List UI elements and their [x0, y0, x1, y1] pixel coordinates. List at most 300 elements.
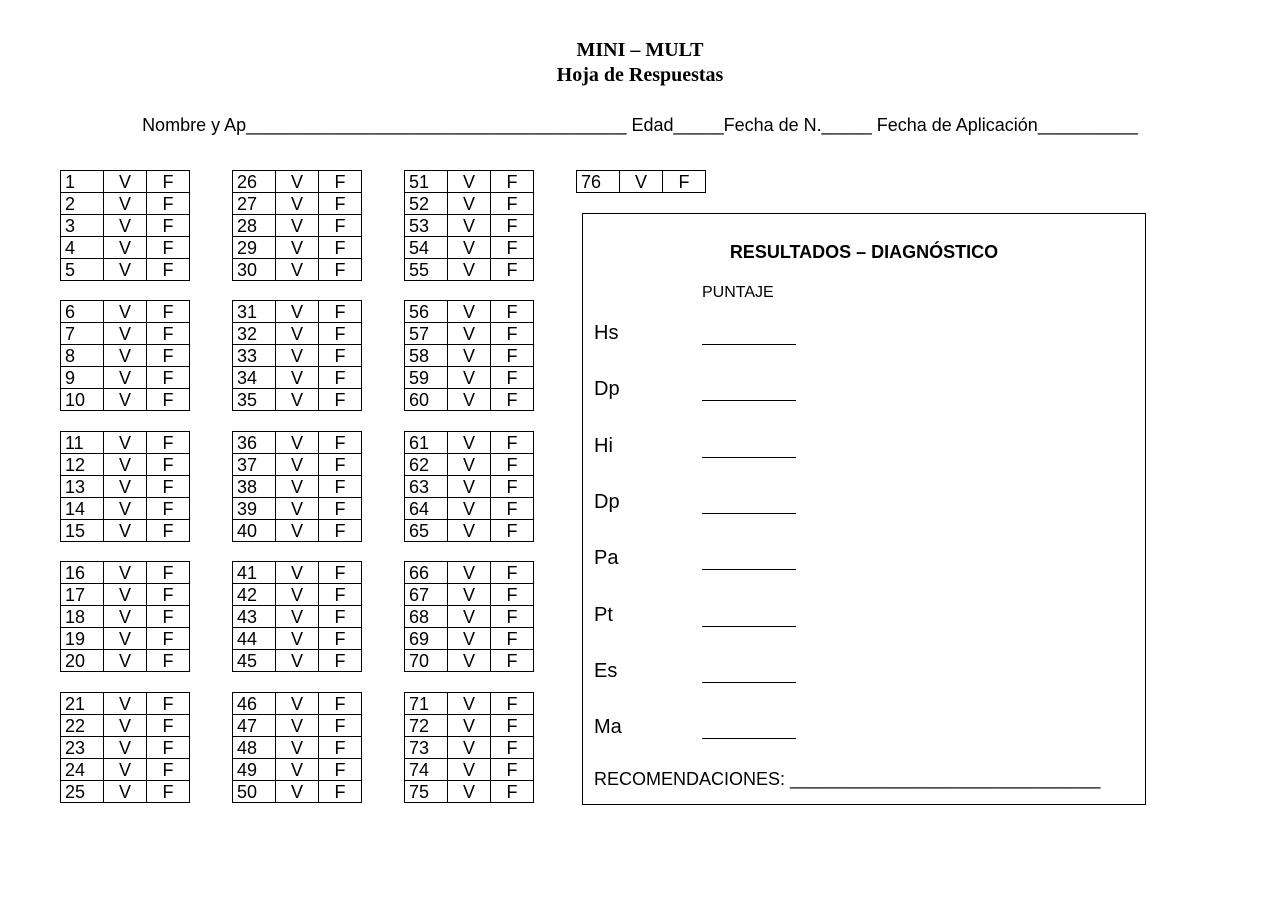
answer-row	[61, 650, 190, 672]
answer-false-option[interactable]: F	[319, 301, 362, 323]
answer-row	[233, 193, 362, 215]
answer-false-option[interactable]: F	[319, 193, 362, 215]
answer-true-option[interactable]: V	[276, 650, 319, 672]
answer-false-option[interactable]: F	[147, 193, 190, 215]
item-number: 55	[405, 259, 448, 281]
item-number: 34	[233, 367, 276, 389]
item-number: 59	[405, 367, 448, 389]
answer-false-option[interactable]: F	[491, 693, 534, 715]
answer-row	[233, 562, 362, 584]
answer-false-option[interactable]: F	[491, 432, 534, 454]
answer-row	[61, 389, 190, 411]
answer-true-option[interactable]: V	[276, 367, 319, 389]
answer-true-option[interactable]: V	[276, 432, 319, 454]
answer-block	[404, 431, 534, 542]
answer-false-option[interactable]: F	[319, 520, 362, 542]
item-number: 4	[61, 237, 104, 259]
answer-true-option[interactable]: V	[448, 367, 491, 389]
answer-true-option[interactable]: V	[448, 432, 491, 454]
answer-row	[61, 476, 190, 498]
answer-true-option[interactable]: V	[448, 301, 491, 323]
answer-true-option[interactable]: V	[276, 345, 319, 367]
answer-true-option[interactable]: V	[104, 215, 147, 237]
answer-true-option[interactable]: V	[104, 737, 147, 759]
item-number: 1	[61, 171, 104, 193]
item-number: 25	[61, 781, 104, 803]
item-number: 52	[405, 193, 448, 215]
item-number: 63	[405, 476, 448, 498]
answer-false-option[interactable]: F	[491, 520, 534, 542]
answer-row	[233, 715, 362, 737]
answer-true-option[interactable]: V	[448, 454, 491, 476]
answer-row	[405, 715, 534, 737]
answer-row	[233, 345, 362, 367]
answer-false-option[interactable]: F	[491, 650, 534, 672]
answer-true-option[interactable]: V	[104, 454, 147, 476]
answer-false-option[interactable]: F	[491, 345, 534, 367]
answer-true-option[interactable]: V	[276, 693, 319, 715]
item-number: 31	[233, 301, 276, 323]
answer-true-option[interactable]: V	[104, 389, 147, 411]
item-number: 27	[233, 193, 276, 215]
answer-true-option[interactable]: V	[448, 237, 491, 259]
answer-false-option[interactable]: F	[147, 476, 190, 498]
item-number: 56	[405, 301, 448, 323]
answer-false-option[interactable]: F	[147, 237, 190, 259]
item-number: 35	[233, 389, 276, 411]
item-number: 8	[61, 345, 104, 367]
answer-false-option[interactable]: F	[491, 389, 534, 411]
answer-false-option[interactable]: F	[147, 454, 190, 476]
answer-row	[61, 606, 190, 628]
item-number: 65	[405, 520, 448, 542]
answer-block	[60, 431, 190, 542]
answer-false-option[interactable]: F	[491, 259, 534, 281]
item-number: 70	[405, 650, 448, 672]
answer-true-option[interactable]: V	[276, 259, 319, 281]
answer-false-option[interactable]: F	[491, 584, 534, 606]
answer-block	[232, 431, 362, 542]
answer-true-option[interactable]: V	[448, 650, 491, 672]
answer-false-option[interactable]: F	[147, 367, 190, 389]
answer-false-option[interactable]: F	[147, 628, 190, 650]
item-number: 36	[233, 432, 276, 454]
answer-row	[233, 520, 362, 542]
item-number: 18	[61, 606, 104, 628]
answer-false-option[interactable]: F	[147, 715, 190, 737]
answer-false-option[interactable]: F	[491, 323, 534, 345]
answer-true-option[interactable]: V	[104, 171, 147, 193]
answer-true-option[interactable]: V	[448, 737, 491, 759]
answer-false-option[interactable]: F	[491, 193, 534, 215]
answer-false-option[interactable]: F	[491, 301, 534, 323]
item-number: 44	[233, 628, 276, 650]
answer-false-option[interactable]: F	[491, 606, 534, 628]
answer-false-option[interactable]: F	[491, 562, 534, 584]
item-number: 6	[61, 301, 104, 323]
item-number: 14	[61, 498, 104, 520]
answer-false-option[interactable]: F	[319, 259, 362, 281]
answer-false-option[interactable]: F	[319, 345, 362, 367]
score-blank-field[interactable]	[702, 569, 796, 570]
answer-false-option[interactable]: F	[319, 476, 362, 498]
answer-row	[405, 345, 534, 367]
answer-true-option[interactable]: V	[276, 323, 319, 345]
answer-row	[405, 584, 534, 606]
item-number: 15	[61, 520, 104, 542]
answer-block	[232, 561, 362, 672]
answer-row	[233, 759, 362, 781]
answer-false-option[interactable]: F	[491, 628, 534, 650]
answer-true-option[interactable]: V	[104, 345, 147, 367]
item-number: 73	[405, 737, 448, 759]
answer-row	[405, 301, 534, 323]
answer-row	[61, 432, 190, 454]
score-blank-field[interactable]	[702, 457, 796, 458]
score-blank-field[interactable]	[702, 738, 796, 739]
answer-row	[61, 345, 190, 367]
answer-true-option[interactable]: V	[276, 476, 319, 498]
item-number: 68	[405, 606, 448, 628]
answer-row	[405, 389, 534, 411]
item-number: 49	[233, 759, 276, 781]
answer-false-option[interactable]: F	[147, 259, 190, 281]
score-blank-field[interactable]	[702, 400, 796, 401]
item-number: 60	[405, 389, 448, 411]
answer-true-option[interactable]: V	[276, 628, 319, 650]
answer-true-option[interactable]: V	[448, 193, 491, 215]
answer-false-option[interactable]: F	[147, 606, 190, 628]
answer-row	[233, 693, 362, 715]
answer-true-option[interactable]: V	[276, 171, 319, 193]
answer-true-option[interactable]: V	[448, 693, 491, 715]
answer-false-option[interactable]: F	[319, 628, 362, 650]
item-number: 2	[61, 193, 104, 215]
answer-true-option[interactable]: V	[276, 606, 319, 628]
answer-true-option[interactable]: V	[276, 737, 319, 759]
answer-block	[232, 300, 362, 411]
answer-true-option[interactable]: V	[448, 345, 491, 367]
answer-false-option[interactable]: F	[147, 389, 190, 411]
answer-row	[405, 259, 534, 281]
item-number: 11	[61, 432, 104, 454]
answer-row	[577, 171, 706, 193]
item-number: 57	[405, 323, 448, 345]
answer-true-option[interactable]: V	[104, 476, 147, 498]
answer-true-option[interactable]: V	[276, 584, 319, 606]
answer-row	[233, 259, 362, 281]
answer-true-option[interactable]: V	[448, 606, 491, 628]
answer-true-option[interactable]: V	[104, 520, 147, 542]
answer-false-option[interactable]: F	[319, 367, 362, 389]
answer-true-option[interactable]: V	[276, 301, 319, 323]
answer-false-option[interactable]: F	[319, 215, 362, 237]
answer-false-option[interactable]: F	[491, 498, 534, 520]
answer-false-option[interactable]: F	[147, 759, 190, 781]
item-number: 17	[61, 584, 104, 606]
answer-row	[233, 323, 362, 345]
answer-true-option[interactable]: V	[276, 562, 319, 584]
answer-row	[61, 715, 190, 737]
answer-row	[405, 562, 534, 584]
answer-block	[404, 300, 534, 411]
item-number: 40	[233, 520, 276, 542]
answer-row	[61, 520, 190, 542]
answer-false-option[interactable]: F	[319, 606, 362, 628]
answer-row	[61, 301, 190, 323]
answer-row	[61, 737, 190, 759]
item-number: 54	[405, 237, 448, 259]
answer-row	[61, 693, 190, 715]
answer-true-option[interactable]: V	[448, 562, 491, 584]
answer-false-option[interactable]: F	[319, 498, 362, 520]
item-number: 51	[405, 171, 448, 193]
item-number: 58	[405, 345, 448, 367]
answer-true-option[interactable]: V	[448, 498, 491, 520]
scale-label: Pt	[594, 603, 613, 626]
answer-false-option[interactable]: F	[663, 171, 706, 193]
answer-false-option[interactable]: F	[319, 715, 362, 737]
item-number: 69	[405, 628, 448, 650]
item-number: 76	[577, 171, 620, 193]
answer-false-option[interactable]: F	[147, 301, 190, 323]
answer-row	[405, 650, 534, 672]
answer-false-option[interactable]: F	[147, 584, 190, 606]
item-number: 30	[233, 259, 276, 281]
answer-false-option[interactable]: F	[147, 562, 190, 584]
answer-true-option[interactable]: V	[104, 301, 147, 323]
answer-false-option[interactable]: F	[491, 454, 534, 476]
answer-true-option[interactable]: V	[448, 520, 491, 542]
answer-row	[405, 367, 534, 389]
answer-true-option[interactable]: V	[276, 520, 319, 542]
answer-false-option[interactable]: F	[319, 389, 362, 411]
answer-row	[61, 323, 190, 345]
answer-true-option[interactable]: V	[448, 259, 491, 281]
answer-false-option[interactable]: F	[319, 432, 362, 454]
answer-true-option[interactable]: V	[448, 715, 491, 737]
answer-false-option[interactable]: F	[319, 562, 362, 584]
answer-row	[233, 650, 362, 672]
item-number: 46	[233, 693, 276, 715]
scale-label: Pa	[594, 547, 619, 570]
answer-false-option[interactable]: F	[147, 215, 190, 237]
answer-true-option[interactable]: V	[104, 628, 147, 650]
answer-false-option[interactable]: F	[319, 237, 362, 259]
answer-row	[61, 171, 190, 193]
item-number: 9	[61, 367, 104, 389]
answer-true-option[interactable]: V	[104, 759, 147, 781]
score-blank-field[interactable]	[702, 626, 796, 627]
answer-true-option[interactable]: V	[104, 193, 147, 215]
answer-true-option[interactable]: V	[448, 584, 491, 606]
answer-false-option[interactable]: F	[319, 584, 362, 606]
item-number: 67	[405, 584, 448, 606]
answer-false-option[interactable]: F	[319, 454, 362, 476]
answer-true-option[interactable]: V	[104, 498, 147, 520]
answer-row	[233, 215, 362, 237]
item-number: 39	[233, 498, 276, 520]
answer-row	[405, 454, 534, 476]
answer-true-option[interactable]: V	[448, 759, 491, 781]
answer-row	[61, 498, 190, 520]
answer-false-option[interactable]: F	[147, 498, 190, 520]
answer-false-option[interactable]: F	[147, 432, 190, 454]
answer-row	[405, 628, 534, 650]
answer-block	[232, 692, 362, 803]
answer-row	[405, 432, 534, 454]
answer-true-option[interactable]: V	[448, 323, 491, 345]
answer-false-option[interactable]: F	[319, 781, 362, 803]
score-column-header: PUNTAJE	[702, 284, 774, 301]
item-number: 50	[233, 781, 276, 803]
item-number: 29	[233, 237, 276, 259]
answer-row	[405, 781, 534, 803]
answer-row	[233, 498, 362, 520]
scale-label: Hs	[594, 322, 619, 344]
scale-label: Dp	[594, 490, 620, 513]
answer-true-option[interactable]: V	[104, 606, 147, 628]
answer-row	[233, 781, 362, 803]
answer-false-option[interactable]: F	[491, 759, 534, 781]
score-blank-field[interactable]	[702, 513, 796, 514]
answer-true-option[interactable]: V	[104, 237, 147, 259]
answer-true-option[interactable]: V	[620, 171, 663, 193]
answer-true-option[interactable]: V	[276, 237, 319, 259]
answer-true-option[interactable]: V	[448, 171, 491, 193]
answer-block	[404, 170, 534, 281]
answer-true-option[interactable]: V	[276, 389, 319, 411]
answer-true-option[interactable]: V	[276, 193, 319, 215]
answer-false-option[interactable]: F	[491, 781, 534, 803]
answer-row	[233, 432, 362, 454]
item-number: 5	[61, 259, 104, 281]
answer-row	[405, 693, 534, 715]
answer-row	[61, 259, 190, 281]
answer-row	[233, 606, 362, 628]
score-blank-field[interactable]	[702, 344, 796, 345]
answer-true-option[interactable]: V	[276, 781, 319, 803]
answer-false-option[interactable]: F	[147, 345, 190, 367]
answer-row	[405, 215, 534, 237]
answer-row	[233, 389, 362, 411]
answer-row	[233, 237, 362, 259]
answer-row	[233, 454, 362, 476]
answer-false-option[interactable]: F	[319, 737, 362, 759]
answer-false-option[interactable]: F	[319, 759, 362, 781]
answer-false-option[interactable]: F	[491, 737, 534, 759]
answer-true-option[interactable]: V	[104, 259, 147, 281]
answer-true-option[interactable]: V	[104, 650, 147, 672]
item-number: 21	[61, 693, 104, 715]
item-number: 7	[61, 323, 104, 345]
item-number: 42	[233, 584, 276, 606]
results-title: RESULTADOS – DIAGNÓSTICO	[729, 242, 999, 262]
answer-false-option[interactable]: F	[147, 520, 190, 542]
results-panel	[582, 213, 1146, 805]
respondent-info-line: Nombre y Ap______________________________________ Edad_____Fecha de N._____ Fecha de Aplicación__________	[142, 115, 1138, 135]
answer-false-option[interactable]: F	[491, 171, 534, 193]
item-number: 53	[405, 215, 448, 237]
item-number: 28	[233, 215, 276, 237]
item-number: 41	[233, 562, 276, 584]
answer-row	[405, 606, 534, 628]
answer-false-option[interactable]: F	[491, 237, 534, 259]
answer-true-option[interactable]: V	[276, 454, 319, 476]
answer-row	[405, 759, 534, 781]
item-number: 19	[61, 628, 104, 650]
answer-row	[61, 584, 190, 606]
answer-false-option[interactable]: F	[491, 367, 534, 389]
answer-false-option[interactable]: F	[147, 650, 190, 672]
answer-false-option[interactable]: F	[147, 323, 190, 345]
answer-row	[61, 215, 190, 237]
answer-true-option[interactable]: V	[104, 323, 147, 345]
item-number: 37	[233, 454, 276, 476]
answer-row	[405, 737, 534, 759]
item-number: 48	[233, 737, 276, 759]
answer-false-option[interactable]: F	[491, 215, 534, 237]
answer-true-option[interactable]: V	[104, 584, 147, 606]
answer-block	[60, 300, 190, 411]
answer-true-option[interactable]: V	[276, 759, 319, 781]
answer-false-option[interactable]: F	[319, 650, 362, 672]
answer-false-option[interactable]: F	[319, 323, 362, 345]
answer-block	[232, 170, 362, 281]
answer-false-option[interactable]: F	[491, 476, 534, 498]
answer-false-option[interactable]: F	[147, 693, 190, 715]
answer-true-option[interactable]: V	[448, 389, 491, 411]
answer-true-option[interactable]: V	[448, 476, 491, 498]
answer-row	[61, 237, 190, 259]
answer-true-option[interactable]: V	[276, 498, 319, 520]
item-number: 61	[405, 432, 448, 454]
answer-row	[405, 520, 534, 542]
answer-true-option[interactable]: V	[104, 432, 147, 454]
answer-false-option[interactable]: F	[147, 171, 190, 193]
answer-true-option[interactable]: V	[104, 693, 147, 715]
answer-true-option[interactable]: V	[276, 215, 319, 237]
answer-false-option[interactable]: F	[319, 171, 362, 193]
answer-false-option[interactable]: F	[147, 781, 190, 803]
item-number: 47	[233, 715, 276, 737]
answer-true-option[interactable]: V	[104, 562, 147, 584]
answer-false-option[interactable]: F	[319, 693, 362, 715]
item-number: 38	[233, 476, 276, 498]
answer-row	[61, 759, 190, 781]
answer-true-option[interactable]: V	[276, 715, 319, 737]
answer-true-option[interactable]: V	[448, 628, 491, 650]
answer-true-option[interactable]: V	[104, 715, 147, 737]
answer-true-option[interactable]: V	[104, 781, 147, 803]
scale-label: Ma	[594, 716, 622, 739]
item-number: 75	[405, 781, 448, 803]
item-number: 45	[233, 650, 276, 672]
answer-row	[233, 737, 362, 759]
score-blank-field[interactable]	[702, 682, 796, 683]
item-number: 20	[61, 650, 104, 672]
answer-true-option[interactable]: V	[448, 215, 491, 237]
answer-true-option[interactable]: V	[104, 367, 147, 389]
item-number: 74	[405, 759, 448, 781]
answer-true-option[interactable]: V	[448, 781, 491, 803]
answer-false-option[interactable]: F	[491, 715, 534, 737]
answer-row	[61, 367, 190, 389]
answer-block	[404, 561, 534, 672]
answer-row	[233, 301, 362, 323]
item-number: 10	[61, 389, 104, 411]
answer-false-option[interactable]: F	[147, 737, 190, 759]
